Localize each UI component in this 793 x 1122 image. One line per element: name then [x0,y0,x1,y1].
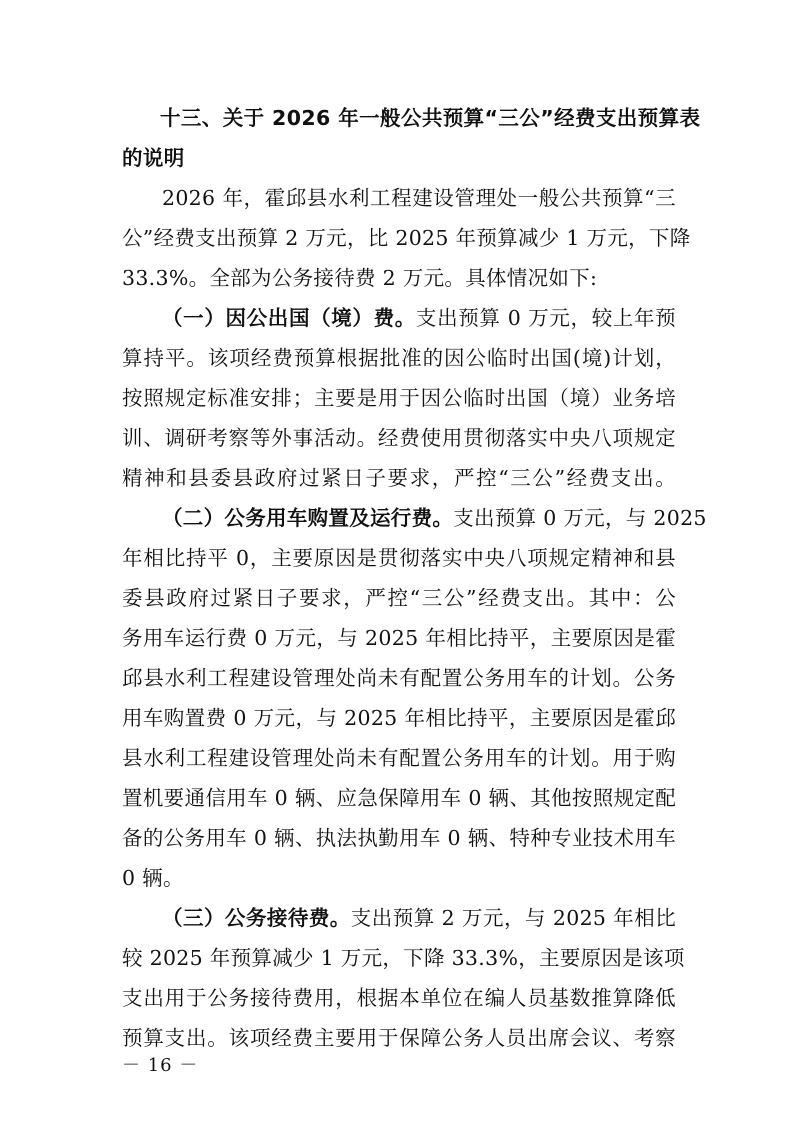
item1-heading: （一）因公出国（境）费。 [162,306,416,330]
item1-line-2: 算持平。该项经费预算根据批准的因公临时出国(境)计划， [122,346,676,370]
item1-line-3: 按照规定标准安排；主要是用于因公临时出国（境）业务培 [122,386,676,410]
item3-text-1: 支出预算 2 万元，与 2025 年相比 [350,906,677,930]
item2-text-1: 支出预算 0 万元，与 2025 [453,506,707,530]
item2-line-3: 委县政府过紧日子要求，严控“三公”经费支出。其中：公 [122,586,676,610]
item2-first-line [162,504,707,532]
item3-first-line [162,904,676,932]
item2-line-5: 邱县水利工程建设管理处尚未有配置公务用车的计划。公务 [122,666,676,690]
intro-line-2: 公”经费支出预算 2 万元，比 2025 年预算减少 1 万元，下降 [122,226,691,250]
section-title-line-2: 的说明 [122,146,185,170]
item2-line-9: 备的公务用车 0 辆、执法执勤用车 0 辆、特种专业技术用车 [122,826,676,850]
item3-line-4: 预算支出。该项经费主要用于保障公务人员出席会议、考察 [122,1026,676,1050]
section-title-line-1: 十三、关于 2026 年一般公共预算“三公”经费支出预算表 [160,106,701,130]
item2-line-7: 县水利工程建设管理处尚未有配置公务用车的计划。用于购 [122,746,676,770]
item2-line-8: 置机要通信用车 0 辆、应急保障用车 0 辆、其他按照规定配 [122,786,676,810]
item3-line-3: 支出用于公务接待费用，根据本单位在编人员基数推算降低 [122,986,676,1010]
item3-line-2: 较 2025 年预算减少 1 万元，下降 33.3%，主要原因是该项 [122,946,685,970]
page-number: － 16 － [122,1055,199,1076]
item1-line-5: 精神和县委县政府过紧日子要求，严控“三公”经费支出。 [122,466,676,490]
item2-line-4: 务用车运行费 0 万元，与 2025 年相比持平，主要原因是霍 [122,626,676,650]
item1-text-1: 支出预算 0 万元，较上年预 [415,306,676,330]
intro-line-3: 33.3%。全部为公务接待费 2 万元。具体情况如下: [122,266,598,290]
item1-first-line [162,304,676,332]
item1-line-4: 训、调研考察等外事活动。经费使用贯彻落实中央八项规定 [122,426,676,450]
intro-line-1: 2026 年，霍邱县水利工程建设管理处一般公共预算“三 [162,186,676,210]
item2-heading: （二）公务用车购置及运行费。 [162,506,454,530]
item2-line-2: 年相比持平 0，主要原因是贯彻落实中央八项规定精神和县 [122,546,676,570]
item3-heading: （三）公务接待费。 [162,906,351,930]
item2-line-10: 0 辆。 [122,866,184,890]
item2-line-6: 用车购置费 0 万元，与 2025 年相比持平，主要原因是霍邱 [122,706,676,730]
